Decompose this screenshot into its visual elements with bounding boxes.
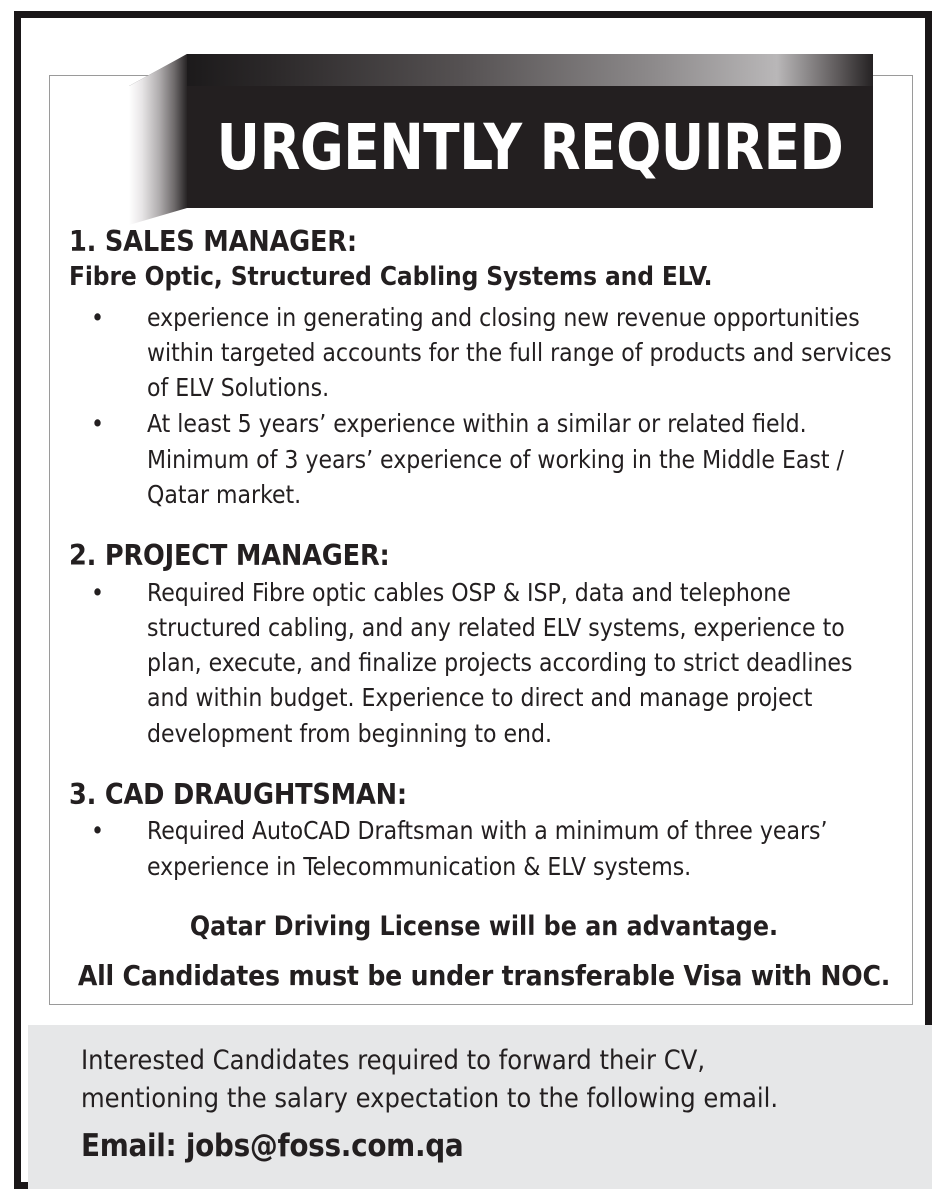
list-item-text: experience in generating and closing new revenue opportunities within targeted accounts for the full range of products and services of ELV Solutions.	[147, 302, 892, 403]
section-spacer	[69, 755, 899, 777]
bullet-point-icon: •	[91, 577, 105, 607]
urgently-required-banner	[129, 43, 873, 225]
closing-note-visa-requirement: All Candidates must be under transferable Visa with NOC.	[77, 959, 891, 993]
banner-title: URGENTLY REQUIRED	[216, 110, 844, 184]
list-item	[69, 575, 899, 751]
job-heading: 3. CAD DRAUGHTSMAN:	[69, 777, 407, 811]
job-heading: 1. SALES MANAGER:	[69, 225, 357, 258]
contact-email-line[interactable]	[81, 1126, 901, 1166]
list-item	[69, 813, 899, 884]
email-address[interactable]: jobs@foss.com.qa	[185, 1127, 464, 1164]
list-item	[69, 406, 899, 512]
job-block-cad-draughtsman	[69, 777, 899, 884]
job-requirements-list	[69, 300, 899, 513]
email-label: Email:	[81, 1127, 177, 1164]
bullet-point-icon: •	[91, 409, 105, 439]
list-item-text: Required Fibre optic cables OSP & ISP, data and telephone structured cabling, and any related ELV systems, experience to plan, execute, and finalize projects according to strict deadlines and within budget. Experience to direct and manage project development from beginning to end.	[147, 577, 853, 748]
job-subheading: Fibre Optic, Structured Cabling Systems and ELV.	[69, 262, 713, 293]
contact-instruction-line-1: Interested Candidates required to forward their CV,	[81, 1045, 706, 1076]
job-heading: 2. PROJECT MANAGER:	[69, 539, 390, 573]
list-item	[69, 300, 899, 406]
contact-footer-band	[28, 1025, 932, 1189]
bullet-point-icon: •	[91, 302, 105, 332]
job-block-project-manager	[69, 538, 899, 751]
section-spacer	[69, 516, 899, 538]
list-item-text: At least 5 years’ experience within a similar or related field. Minimum of 3 years’ experience of working in the Middle East / Qatar market.	[147, 409, 844, 509]
job-requirements-list	[69, 575, 899, 751]
contact-instruction-line-2: mentioning the salary expectation to the following email.	[81, 1083, 779, 1115]
job-block-sales-manager	[69, 224, 899, 512]
advertisement-frame	[14, 11, 932, 1189]
job-requirements-list	[69, 813, 899, 884]
closing-note-driving-license: Qatar Driving License will be an advantage.	[189, 910, 779, 942]
list-item-text: Required AutoCAD Draftsman with a minimum of three years’ experience in Telecommunication & ELV systems.	[147, 816, 828, 881]
job-listings-content	[69, 224, 899, 995]
contact-footer-content	[81, 1042, 901, 1166]
bullet-point-icon: •	[91, 816, 105, 846]
